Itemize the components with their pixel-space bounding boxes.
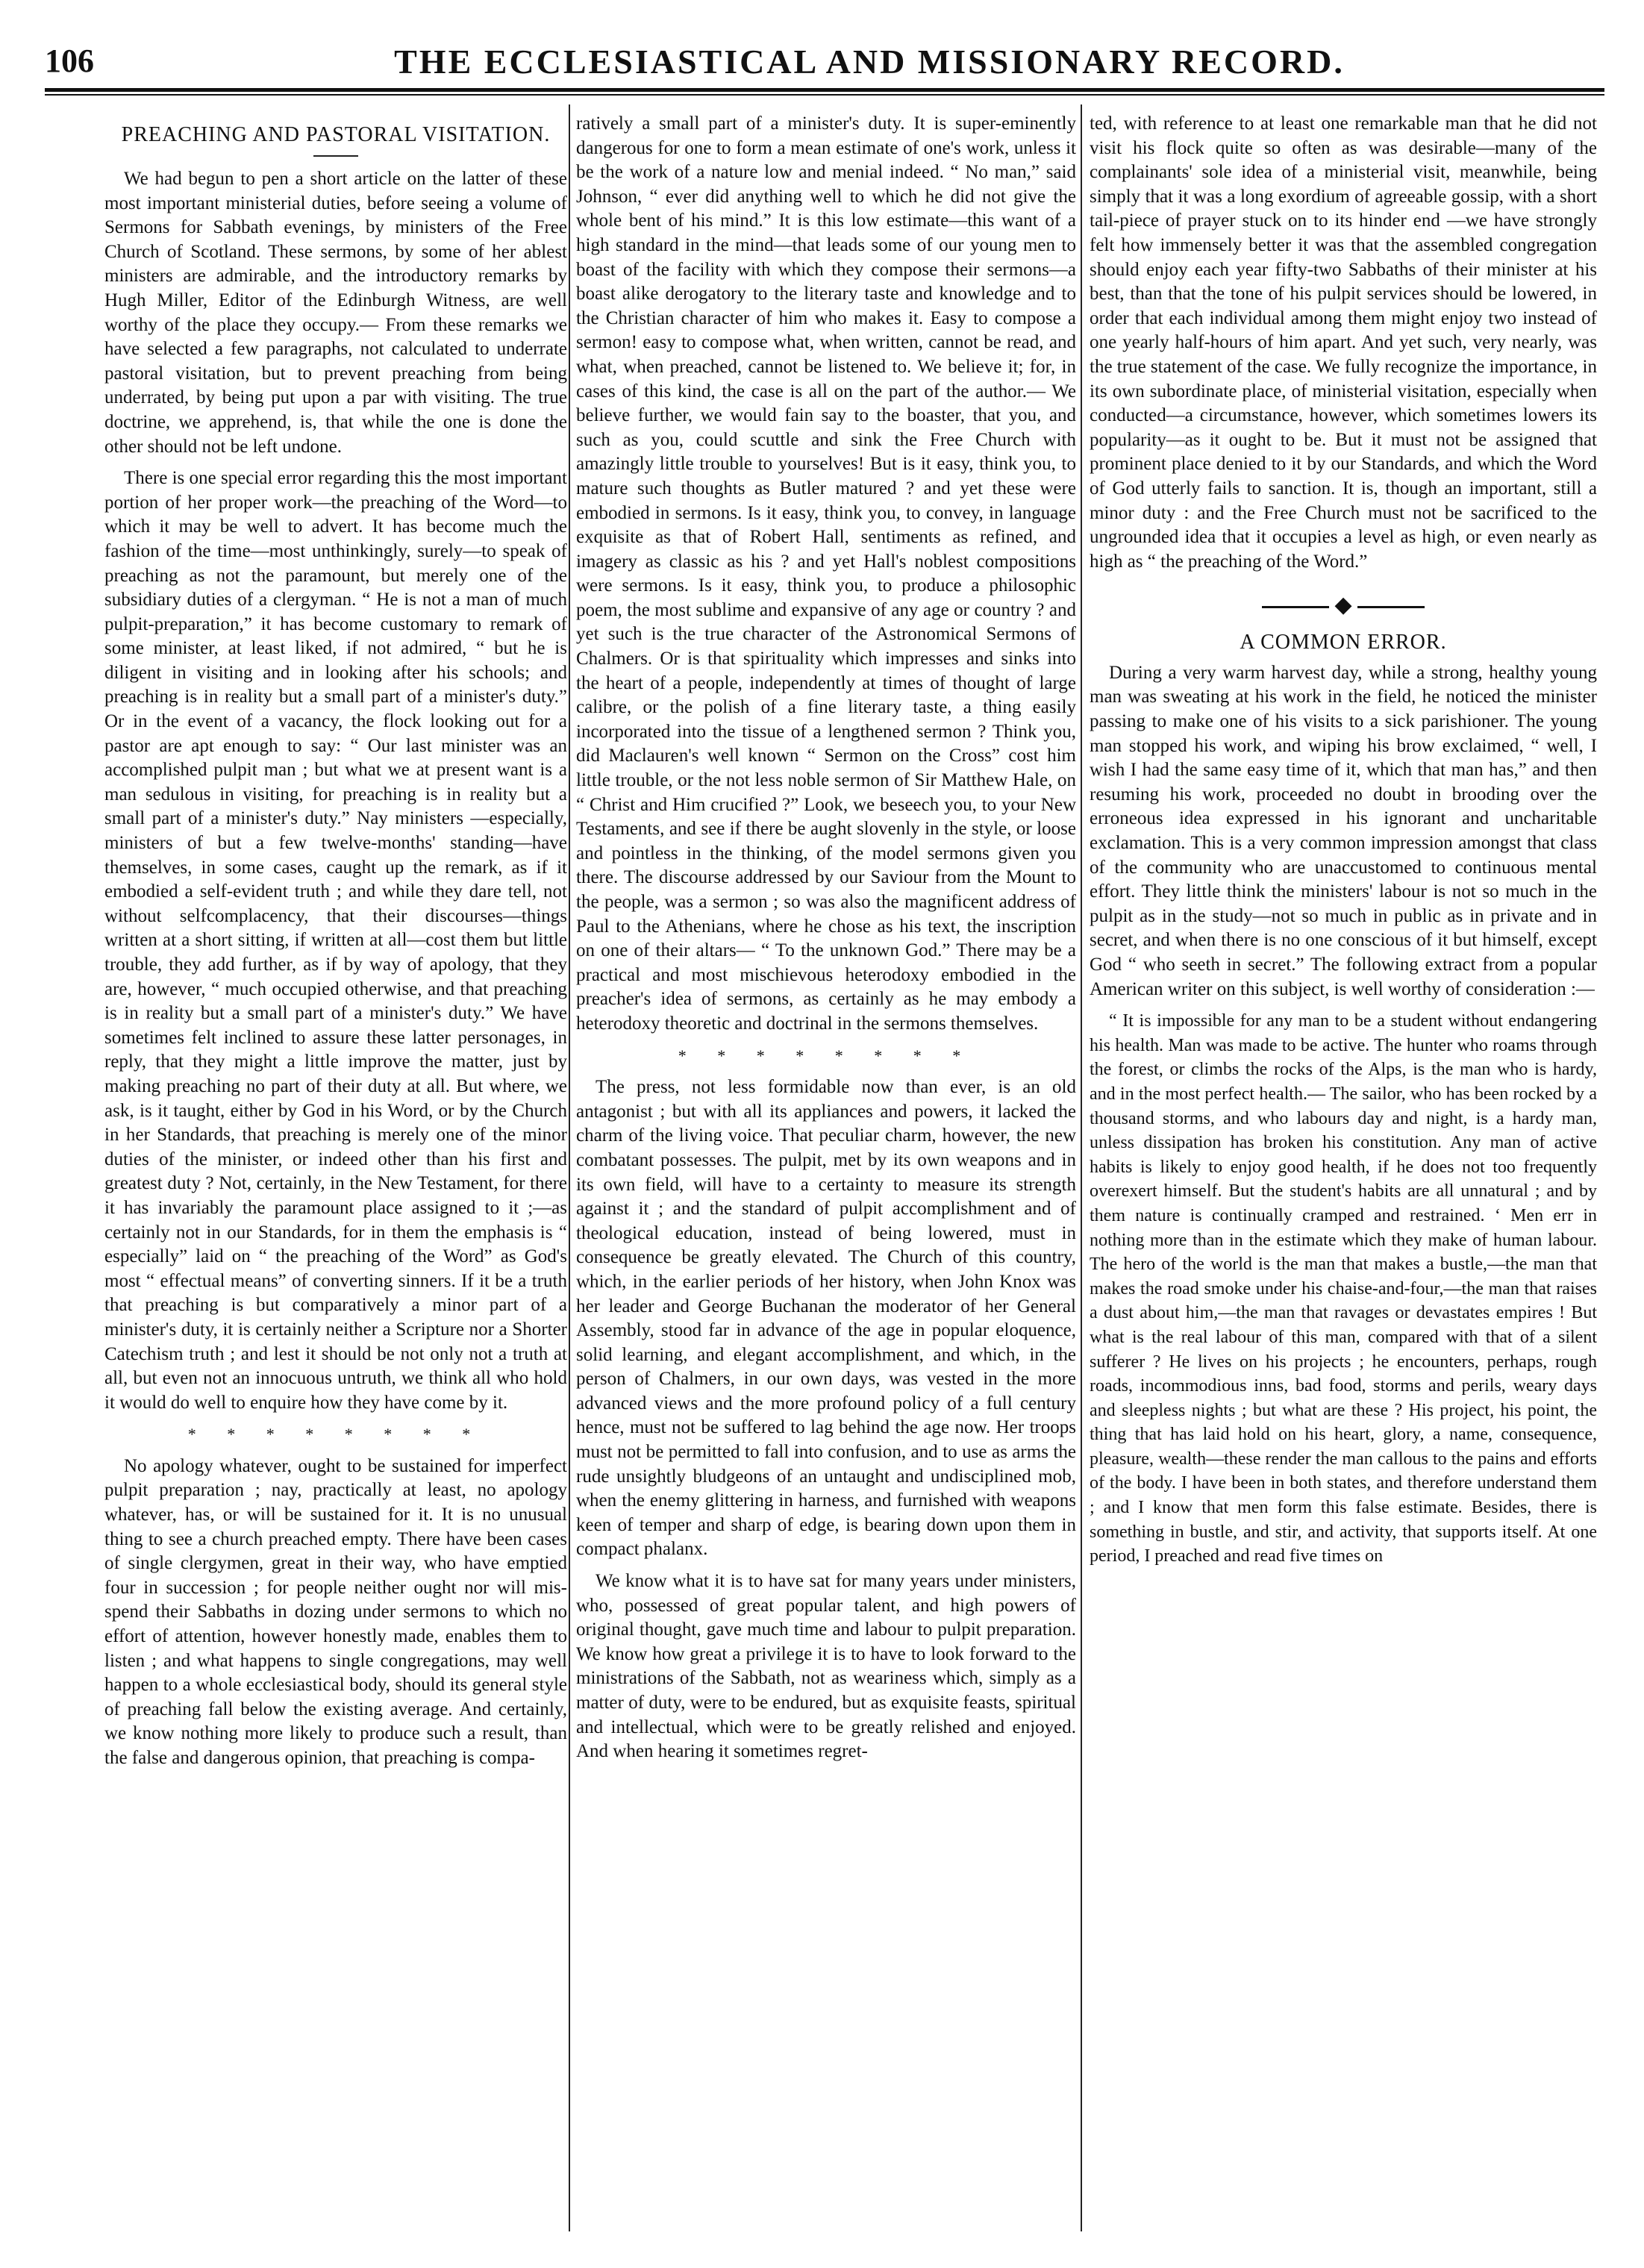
title-rule xyxy=(313,155,358,157)
article-title: PREACHING AND PASTORAL VISITATION. xyxy=(121,123,551,146)
column-1 xyxy=(104,112,567,2231)
article-paragraph: There is one special error regarding this the most important portion of her proper work—the preaching of the Word—to which it may be well to advert. It has become much the fashion of the time—most unthinkingly, surely—to speak of preaching as not the paramount, but merely one of the subsidiary duties of a clergyman. “ He is not a man of much pulpit-preparation,” it has become customary to remark of some minister, at least liked, if not admired, “ but he is diligent in visiting and in looking after his schools; and preaching is in reality but a small part of a minister's duty.” Or in the event of a vacancy, the flock looking out for a pastor are apt enough to say: “ Our last minister was an accomplished pulpit man ; but what we at present want is a man sedulous in visiting, for preaching is in reality but a small part of a minister's duty.” Nay ministers —especially, ministers of but a few twelve-months' standing—have themselves, in some cases, caught up the remark, as if it embodied a self-evident truth ; and while they dare tell, not without selfcomplacency, that their discourses—things written at a short sitting, if written at all—cost them but little trouble, they add further, as if by way of apology, that they are, however, “ much occupied otherwise, and that preaching is in reality but a small part of a minister's duty.” We have sometimes felt inclined to assure these latter personages, in reply, that they might a little improve the matter, just by making preaching no part of their duty at all. But where, we ask, is it taught, either by God in his Word, or by the Church in her Standards, that preaching is merely one of the minor duties of the minister, or indeed other than his first and greatest duty ? Not, certainly, in the New Testament, for there it has invariably the paramount place assigned to it ;—as certainly not in our Standards, for in them the emphasis is “ especially” laid on “ the preaching of the Word” as God's most “ effectual means” of converting sinners. If it be a truth that preaching is but comparatively a minor part of a minister's duty, it is certainly neither a Scripture nor a Shorter Catechism truth ; and lest it should be not only not a truth at all, but even not an innocuous untruth, we think all who hold it would do well to enquire how they have come by it. xyxy=(104,468,567,1413)
running-title: THE ECCLESIASTICAL AND MISSIONARY RECORD. xyxy=(394,43,1345,81)
column-2 xyxy=(576,112,1076,2231)
header-rule xyxy=(45,88,1604,92)
article-paragraph: ted, with reference to at least one remarkable man that he did not visit his flock quite so often as was desirable—many of the complainants' sole idea of a ministerial visit, meanwhile, being simply that it was a long exordium of agreeable gossip, with a short tail-piece of prayer stuck on to its hinder end —we have strongly felt how immensely better it was that the assembled congregation should enjoy each year fifty-two Sabbaths of their minister at his best, than that the tone of his pulpit services should be lowered, in order that each individual among them might enjoy two instead of one yearly half-hours of him apart. And yet such, very nearly, was the true statement of the case. We fully recognize the importance, in its own subordinate place, of ministerial visitation, especially when conducted—a circumstance, however, which sometimes lowers its popularity—as it ought to be. But it must not be assigned that prominent place denied to it by our Standards, and which the Word of God utterly fails to sanction. It is, though an important, still a minor duty : and the Free Church must not be sacrificed to the ungrounded idea that it occupies a level as high, or even nearly as high as “ the preaching of the Word.” xyxy=(1090,113,1597,572)
article-paragraph: We had begun to pen a short article on the latter of these most important ministerial duties, before seeing a volume of Sermons for Sabbath evenings, by ministers of the Free Church of Scotland. These sermons, by some of her ablest ministers are admirable, and the introductory remarks by Hugh Miller, Editor of the Edinburgh Witness, are well worthy of the place they occupy.— From these remarks we have selected a few paragraphs, not calculated to underrate pastoral visitation, but to prevent preaching from being underrated, by being put upon a par with visiting. The true doctrine, we apprehend, is, that while the one is done the other should not be left undone. xyxy=(104,169,567,457)
section-break-stars: * * * * * * * * xyxy=(187,1425,484,1444)
article-paragraph: ratively a small part of a minister's duty. It is super-eminently dangerous for one to form a mean estimate of one's work, unless it be the work of a nature low and menial indeed. “ No man,” said Johnson, “ ever did anything well to which he did not give the whole bent of his mind.” It is this low estimate—this want of a high standard in the mind—that leads some of our young men to boast of the facility with which they compose their sermons—a boast alike derogatory to the literary taste and knowledge and to the Christian character of him who makes it. Easy to compose a sermon! easy to compose what, when written, cannot be read, and what, when preached, cannot be listened to. We believe it; for, in cases of this kind, the case is all on the part of the author.— We believe further, we would fain say to the boaster, that you, and such as you, could scuttle and sink the Free Church with amazingly little trouble to yourselves! But is it easy, think you, to mature such thoughts as Butler matured ? and yet these were embodied in sermons. Is it easy, think you, to convey, in language exquisite as that of Robert Hall, sentiments as refined, and imagery as classic as his ? and yet Hall's noblest compositions were sermons. Is it easy, think you, to produce a philosophic poem, the most sublime and expansive of any age or country ? and yet such is the true character of the Astronomical Sermons of Chalmers. Or is that spirituality which impresses and sinks into the heart of a people, independently at times of thought of large calibre, or the polish of a fine literary taste, a thing easily incorporated into the tissue of a lengthened sermon ? Think you, did Maclauren's well known “ Sermon on the Cross” cost him little trouble, or the not less noble sermon of Sir Matthew Hale, on “ Christ and Him crucified ?” Look, we beseech you, to your New Testaments, and see if there be aught slovenly in the style, or loose and pointless in the thinking, of the model sermons given you there. The discourse addressed by our Saviour from the Mount to the people, was a sermon ; so was also the magnificent address of Paul to the Athenians, where he chose as his text, the inscription on one of their altars— “ To the unknown God.” There may be a practical and most mischievous heterodoxy embodied in the preacher's idea of sermons, as certainly as he may embody a heterodoxy theoretic and doctrinal in the sermons themselves. xyxy=(576,113,1076,1034)
header-rule-thin xyxy=(45,94,1604,96)
quoted-extract: “ It is impossible for any man to be a student without endangering his health. Man was made to be active. The hunter who roams through the forest, or climbs the rocks of the Alps, is the man who is hardy, and in the most perfect health.— The sailor, who has been rocked by a thousand storms, and who labours day and night, is a hardy man, unless dissipation has broken his constitution. Any man of active habits is likely to enjoy good health, if he does not too frequently overexert himself. But the student's habits are all unnatural ; and by them nature is continually cramped and restrained. ‘ Men err in nothing more than in the estimate which they make of human labour. The hero of the world is the man that makes a bustle,—the man that makes the road smoke under his chaise-and-four,—the man that raises a dust about him,—the man that ravages or devastates empires ! But what is the real labour of this man, compared with that of a silent sufferer ? He lives on his projects ; he encounters, perhaps, rough roads, incommodious inns, bad food, storms and perils, weary days and sleepless nights ; but what are these ? His project, his point, the thing that has laid hold on his heart, glory, a name, consequence, pleasure, wealth—these render the man callous to the pains and efforts of the body. I have been in both states, and therefore understand them ; and I know that men form this false estimate. Besides, there is something in bustle, and stir, and activity, that supports itself. At one period, I preached and read five times on xyxy=(1090,1011,1597,1566)
article-paragraph: No apology whatever, ought to be sustained for imperfect pulpit preparation ; nay, practically at least, no apology whatever, has, or will be sustained for it. It is no unusual thing to see a church preached empty. There have been cases of single clergymen, great in their way, who have emptied four in succession ; for people neither ought nor will mis-spend their Sabbaths in dozing under sermons to which no effort of attention, however honestly made, enables them to listen ; and what happens to single congregations, may well happen to a whole ecclesiastical body, should its general style of preaching fall below the existing average. And certainly, we know nothing more likely to produce such a result, than the false and dangerous opinion, that preaching is compa- xyxy=(104,1455,567,1768)
section-break-stars: * * * * * * * * xyxy=(678,1046,975,1065)
page-header xyxy=(45,39,1604,85)
ornament-line xyxy=(1262,606,1329,608)
page-number: 106 xyxy=(45,43,94,79)
article-paragraph: During a very warm harvest day, while a strong, healthy young man was sweating at his work in the field, he noticed the minister passing to make one of his visits to a sick parishioner. The young man stopped his work, and wiping his brow exclaimed, “ well, I wish I had the same easy time of it, which that man has,” and then resuming his work, proceeded no doubt in brooding over the erroneous idea expressed in his ignorant and uncharitable exclamation. This is a very common impression amongst that class of the community who are unaccustomed to continuous mental effort. They little think the ministers' labour is not so much in the pulpit as in the study—not so much in public as in private and in secret, and when there is no one conscious of it but himself, except God “ who seeth in secret.” The following extract from a popular American writer on this subject, is well worthy of consideration :— xyxy=(1090,662,1597,999)
section-ornament xyxy=(1090,593,1597,618)
column-3 xyxy=(1090,112,1597,2231)
article-title: A COMMON ERROR. xyxy=(1240,630,1447,654)
column-divider xyxy=(569,104,570,2231)
ornament-line xyxy=(1357,606,1425,608)
column-divider xyxy=(1081,104,1082,2231)
article-paragraph: We know what it is to have sat for many years under ministers, who, possessed of great popular talent, and high powers of original thought, gave much time and labour to pulpit preparation. We know how great a privilege it is to have to look forward to the ministrations of the Sabbath, not as weariness which, simply as a matter of duty, were to be endured, but as exquisite feasts, spiritual and intellectual, which were to be greatly relished and enjoyed. And when hearing it sometimes regret- xyxy=(576,1571,1076,1762)
article-paragraph: The press, not less formidable now than ever, is an old antagonist ; but with all its appliances and powers, it lacked the charm of the living voice. That peculiar charm, however, the new combatant possesses. The pulpit, met by its own weapons and in its own field, will have to a certainty to measure its strength against it ; and the standard of pulpit accomplishment and of theological education, instead of being lowered, must in consequence be greatly elevated. The Church of this country, which, in the earlier periods of her history, when John Knox was her leader and George Buchanan the moderator of her General Assembly, stood far in advance of the age in popular eloquence, solid learning, and elegant accomplishment, and which, in the person of Chalmers, in our own days, was vested in the more advanced views and the more profound policy of a full century hence, must not be suffered to lag behind the age now. Her troops must not be permitted to fall into confusion, and to use as arms the rude unsightly bludgeons of an untaught and undisciplined mob, when the enemy glittering in harness, and furnished with weapons keen of temper and sharp of edge, is bearing down upon them in compact phalanx. xyxy=(576,1077,1076,1560)
diamond-icon: ◆ xyxy=(1334,593,1352,618)
